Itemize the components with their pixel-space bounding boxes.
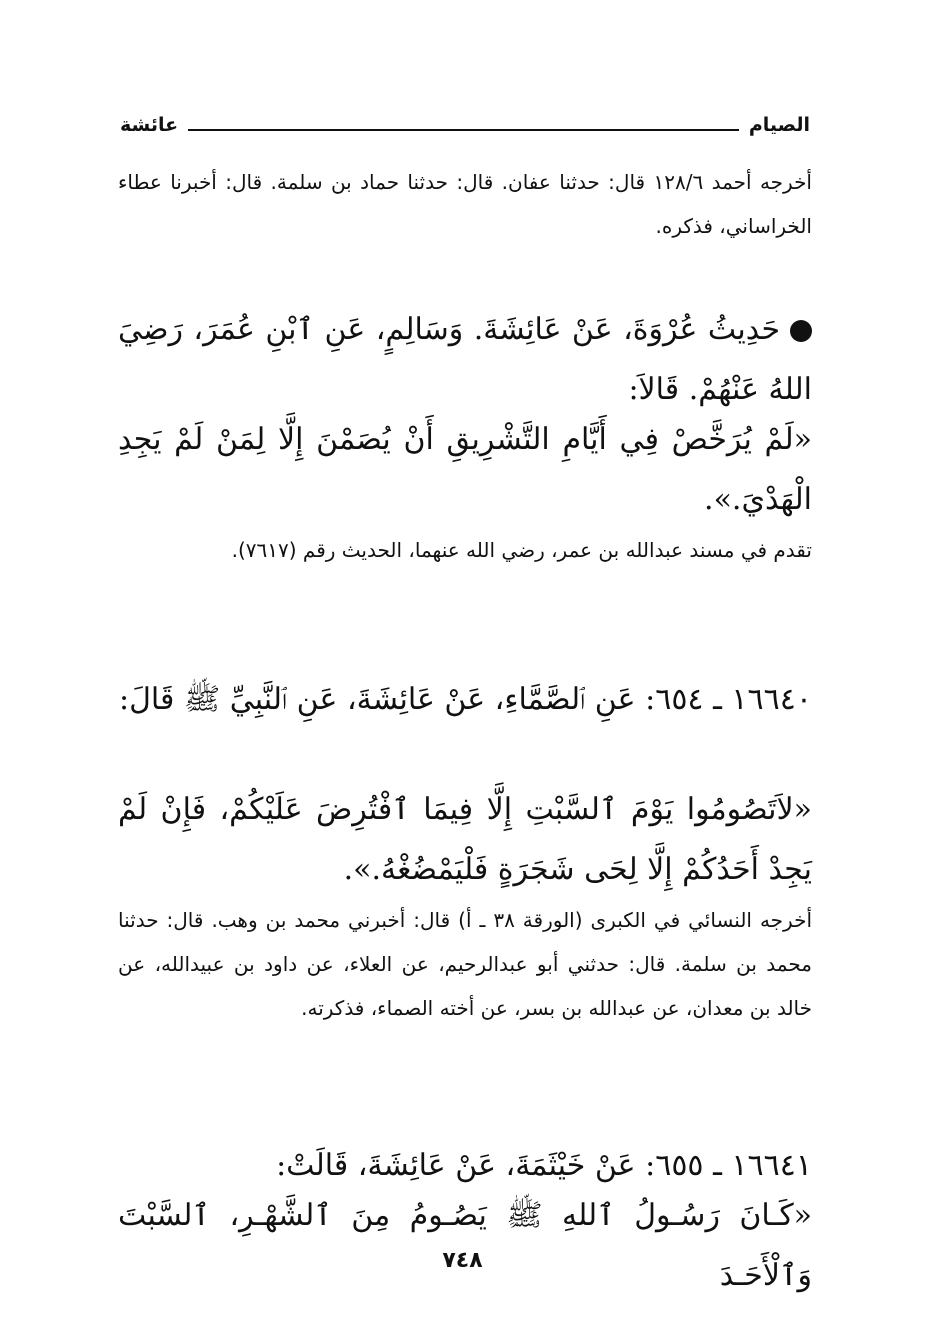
- running-header: [120, 108, 810, 142]
- hadith-a-chain-text: حَدِيثُ عُرْوَةَ، عَنْ عَائِشَةَ. وَسَالِمٍ، عَنِ ٱبْنِ عُمَرَ، رَضِيَ اللهُ عَنْهُمْ. قَالاَ:: [118, 312, 812, 407]
- intro-source-note: أخرجه أحمد ١٢٨/٦ قال: حدثنا عفان. قال: حدثنا حماد بن سلمة. قال: أخبرنا عطاء الخراساني، فذكره.: [118, 170, 812, 238]
- page-number: ٧٤٨: [442, 1248, 483, 1273]
- hadith-654-note: أخرجه النسائي في الكبرى (الورقة ٣٨ ـ أ) قال: أخبرني محمد بن وهب. قال: حدثنا محمد بن سلمة. قال: حدثني أبو عبدالرحيم، عن العلاء، عن داود بن عبيدالله، عن خالد بن معدان، عن عبدالله بن بسر، عن أخته الصماء، فذكرته.: [118, 908, 812, 1020]
- hadith-a-chain: [118, 300, 812, 420]
- chapter-title: الصيام: [748, 114, 810, 136]
- hadith-654-chain: ١٦٦٤٠ ـ ٦٥٤: عَنِ ٱلصَّمَّاءِ، عَنْ عَائِشَةَ، عَنِ ٱلنَّبِيِّ ﷺ قَالَ:: [119, 682, 812, 717]
- section-title: عائشة: [120, 114, 179, 136]
- hadith-655-chain: ١٦٦٤١ ـ ٦٥٥: عَنْ خَيْثَمَةَ، عَنْ عَائِشَةَ، قَالَتْ:: [276, 1148, 812, 1183]
- hadith-654-text: «لاَتَصُومُوا يَوْمَ ٱلسَّبْتِ إِلَّا فِيمَا ٱفْتُرِضَ عَلَيْكُمْ، فَإِنْ لَمْ يَجِدْ أَحَدُكُمْ إِلَّا لِحَى شَجَرَةٍ فَلْيَمْضُغْهُ.».: [118, 792, 812, 887]
- header-rule: [188, 129, 739, 131]
- hadith-a-note: تقدم في مسند عبدالله بن عمر، رضي الله عنهما، الحديث رقم (٧٦١٧).: [231, 538, 812, 562]
- bullet-icon: [790, 320, 812, 342]
- hadith-655-text: «كَـانَ رَسُـولُ ٱللهِ ﷺ يَصُـومُ مِنَ ٱلشَّهْـرِ، ٱلسَّبْتَ وَٱلْأَحَـدَ: [118, 1198, 812, 1293]
- hadith-a-text: «لَمْ يُرَخَّصْ فِي أَيَّامِ التَّشْرِيقِ أَنْ يُصَمْنَ إِلَّا لِمَنْ لَمْ يَجِدِ الْهَدْيَ.».: [118, 422, 812, 517]
